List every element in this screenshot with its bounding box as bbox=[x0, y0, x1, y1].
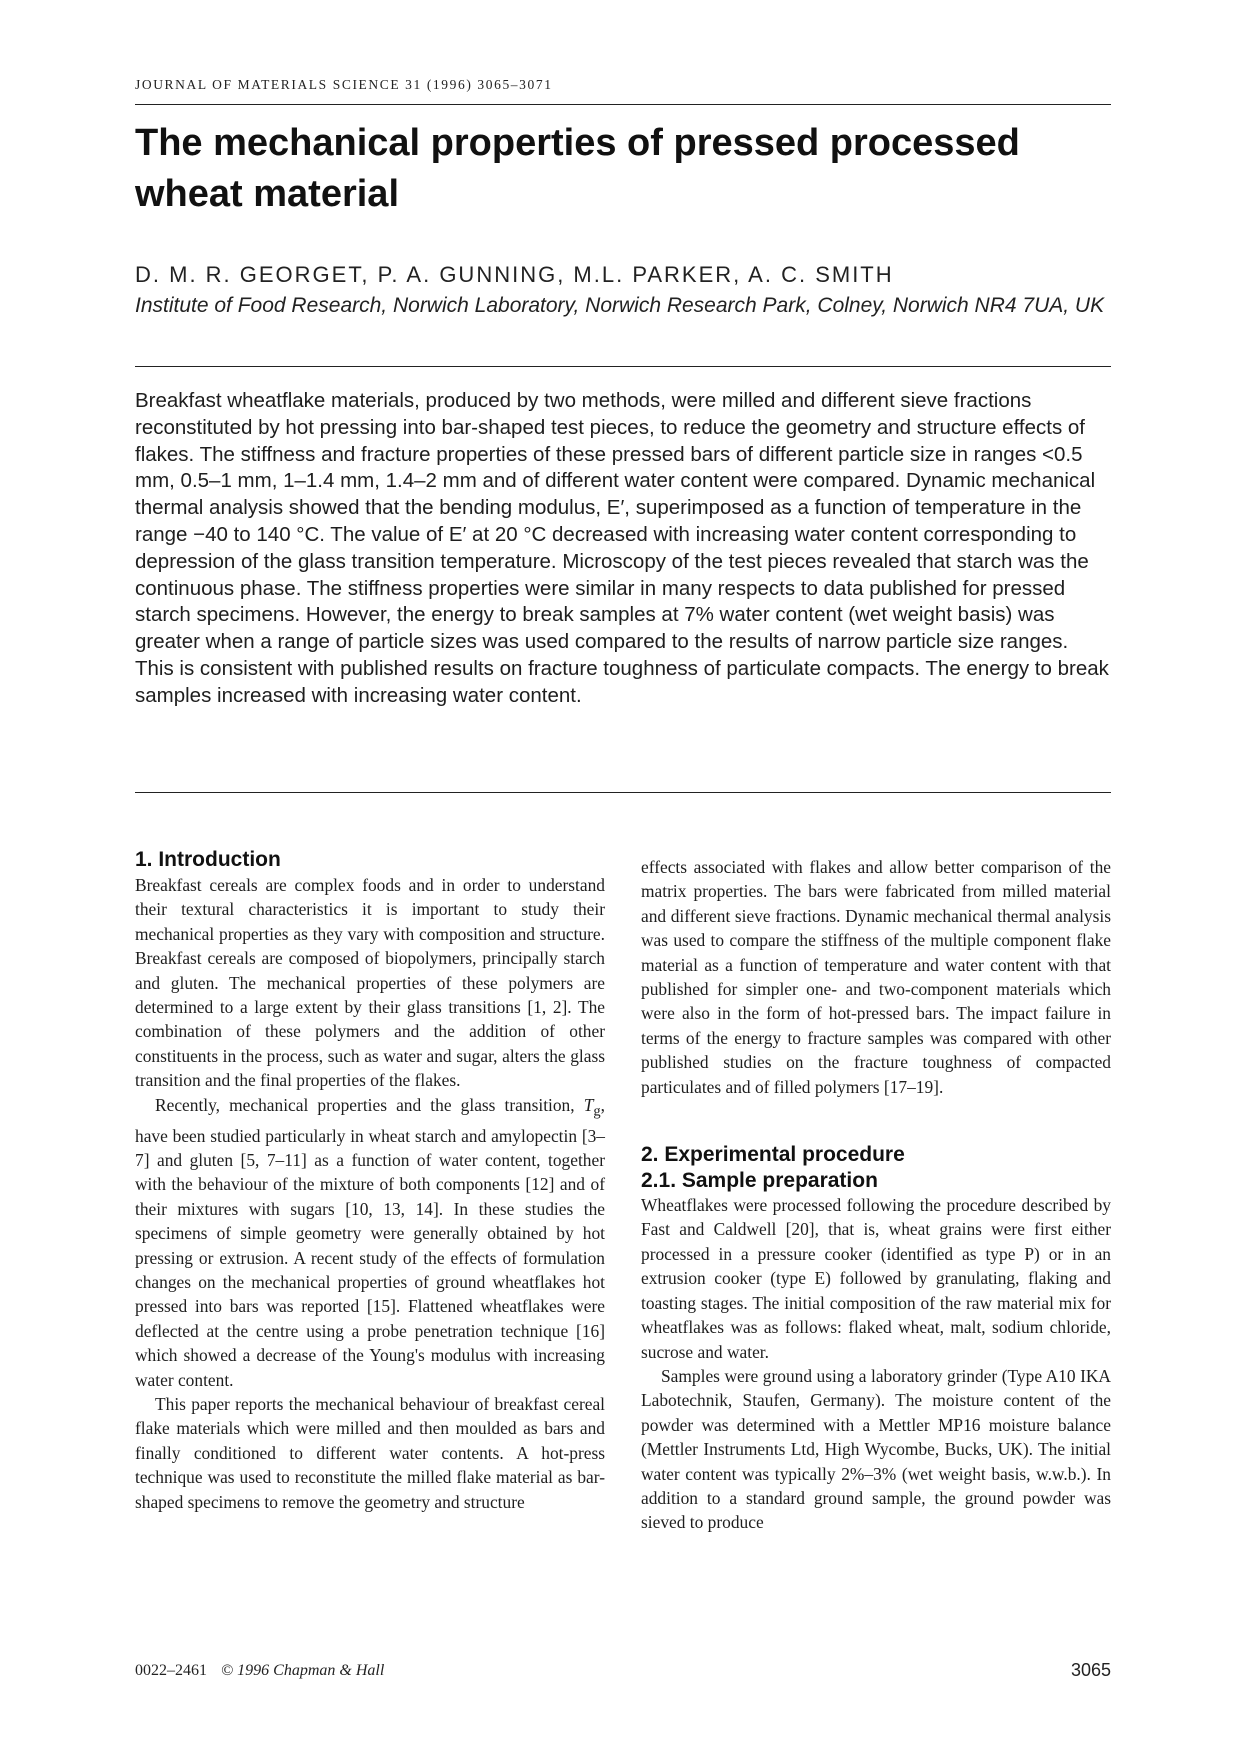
affiliation: Institute of Food Research, Norwich Laboratory, Norwich Research Park, Colney, Norwich NR4 7UA, UK bbox=[135, 294, 1105, 317]
experimental-paragraph-1: Wheatflakes were processed following the procedure described by Fast and Caldwell [20], that is, wheat grains were first either processed in a pressure cooker (identified as type P) or in an extrusion cooker (type E) followed by granulating, flaking and toasting stages. The initial composition of the raw material mix for wheatflakes was as follows: flaked wheat, malt, sodium chloride, sucrose and water. bbox=[641, 1195, 1111, 1362]
subsection-heading-sample-preparation: 2.1. Sample preparation bbox=[641, 1169, 878, 1193]
intro-paragraph-2-part-b: , have been studied particularly in wheat starch and amylopectin [3–7] and gluten [5, 7–11] as a function of water content, together with the behaviour of the mixture of both components [12] and of their mixtures with sugars [10, 13, 14]. In these studies the specimens of simple geometry were generally obtained by hot pressing or extrusion. A recent study of the effects of formulation changes on the mechanical properties of ground wheatflakes hot pressed into bars was reported [15]. Flattened wheatflakes were deflected at the centre using a probe penetration technique [16] which showed a decrease of the Young's modulus with increasing water content. bbox=[135, 1094, 605, 1390]
intro-paragraph-2-part-a: Recently, mechanical properties and the glass transition, bbox=[155, 1094, 584, 1115]
section-heading-experimental: 2. Experimental procedure bbox=[641, 1143, 905, 1167]
author-list: D. M. R. GEORGET, P. A. GUNNING, M.L. PARKER, A. C. SMITH bbox=[135, 262, 894, 287]
footer-left bbox=[135, 1662, 384, 1680]
intro-paragraph-2 bbox=[135, 1093, 605, 1392]
issn: 0022–2461 bbox=[135, 1662, 207, 1679]
experimental-paragraph-2: Samples were ground using a laboratory grinder (Type A10 IKA Labotechnik, Staufen, Germany). The moisture content of the powder was determined with a Mettler MP16 moisture balance (Mettler Instruments Ltd, High Wycombe, Bucks, UK). The initial water content was typically 2%–3% (wet weight basis, w.w.b.). In addition to a standard ground sample, the ground powder was sieved to produce bbox=[641, 1365, 1111, 1533]
header-rule bbox=[135, 104, 1111, 105]
section-gap bbox=[641, 1099, 1111, 1142]
paper-title: The mechanical properties of pressed processed wheat material bbox=[135, 122, 1020, 215]
page-number: 3065 bbox=[1070, 1660, 1111, 1680]
intro-paragraph-4: effects associated with flakes and allow better comparison of the matrix properties. The bars were fabricated from milled material and different sieve fractions. Dynamic mechanical thermal analysis was used to compare the stiffness of the multiple component flake material as a function of temperature and water content with that published for simpler one- and two-component materials which were also in the form of hot-pressed bars. The impact failure in terms of the energy to fracture samples was compared with other published studies on the fracture toughness of compacted particulates and of filled polymers [17–19]. bbox=[641, 857, 1111, 1097]
glass-transition-subscript: g bbox=[593, 1103, 601, 1120]
glass-transition-symbol: T bbox=[583, 1094, 594, 1115]
copyright-notice: © 1996 Chapman & Hall bbox=[221, 1662, 385, 1679]
left-column bbox=[135, 847, 605, 1514]
intro-paragraph-1: Breakfast cereals are complex foods and in order to understand their textural characteristics it is important to study their mechanical properties as they vary with composition and structure. Breakfast cereals are composed of biopolymers, principally starch and gluten. The mechanical properties of these polymers are determined to a large extent by their glass transitions [1, 2]. The combination of these polymers and the addition of other constituents in the process, such as water and sugar, alters the glass transition and the final properties of the flakes. bbox=[135, 875, 605, 1091]
section-heading-introduction: 1. Introduction bbox=[135, 848, 281, 871]
right-column bbox=[641, 855, 1111, 1535]
abstract-top-rule bbox=[135, 366, 1111, 367]
abstract-bottom-rule bbox=[135, 792, 1111, 793]
abstract: Breakfast wheatflake materials, produced by two methods, were milled and different sieve fractions reconstituted by hot pressing into bar-shaped test pieces, to reduce the geometry and structure effects of flakes. The stiffness and fracture properties of these pressed bars of different particle size in ranges <0.5 mm, 0.5–1 mm, 1–1.4 mm, 1.4–2 mm and of different water content were compared. Dynamic mechanical thermal analysis showed that the bending modulus, E′, superimposed as a function of temperature in the range −40 to 140 °C. The value of E′ at 20 °C decreased with increasing water content corresponding to depression of the glass transition temperature. Microscopy of the test pieces revealed that starch was the continuous phase. The stiffness properties were similar in many respects to data published for pressed starch specimens. However, the energy to break samples at 7% water content (wet weight basis) was greater when a range of particle sizes was used compared to the results of narrow particle size ranges. This is consistent with published results on fracture toughness of particulate compacts. The energy to break samples increased with increasing water content. bbox=[135, 389, 1109, 707]
intro-paragraph-3: This paper reports the mechanical behaviour of breakfast cereal flake materials which were milled and then moulded as bars and finally conditioned to different water contents. A hot-press technique was used to reconstitute the milled flake material as bar-shaped specimens to remove the geometry and structure bbox=[135, 1394, 605, 1512]
running-head: JOURNAL OF MATERIALS SCIENCE 31 (1996) 3065–3071 bbox=[135, 77, 553, 92]
